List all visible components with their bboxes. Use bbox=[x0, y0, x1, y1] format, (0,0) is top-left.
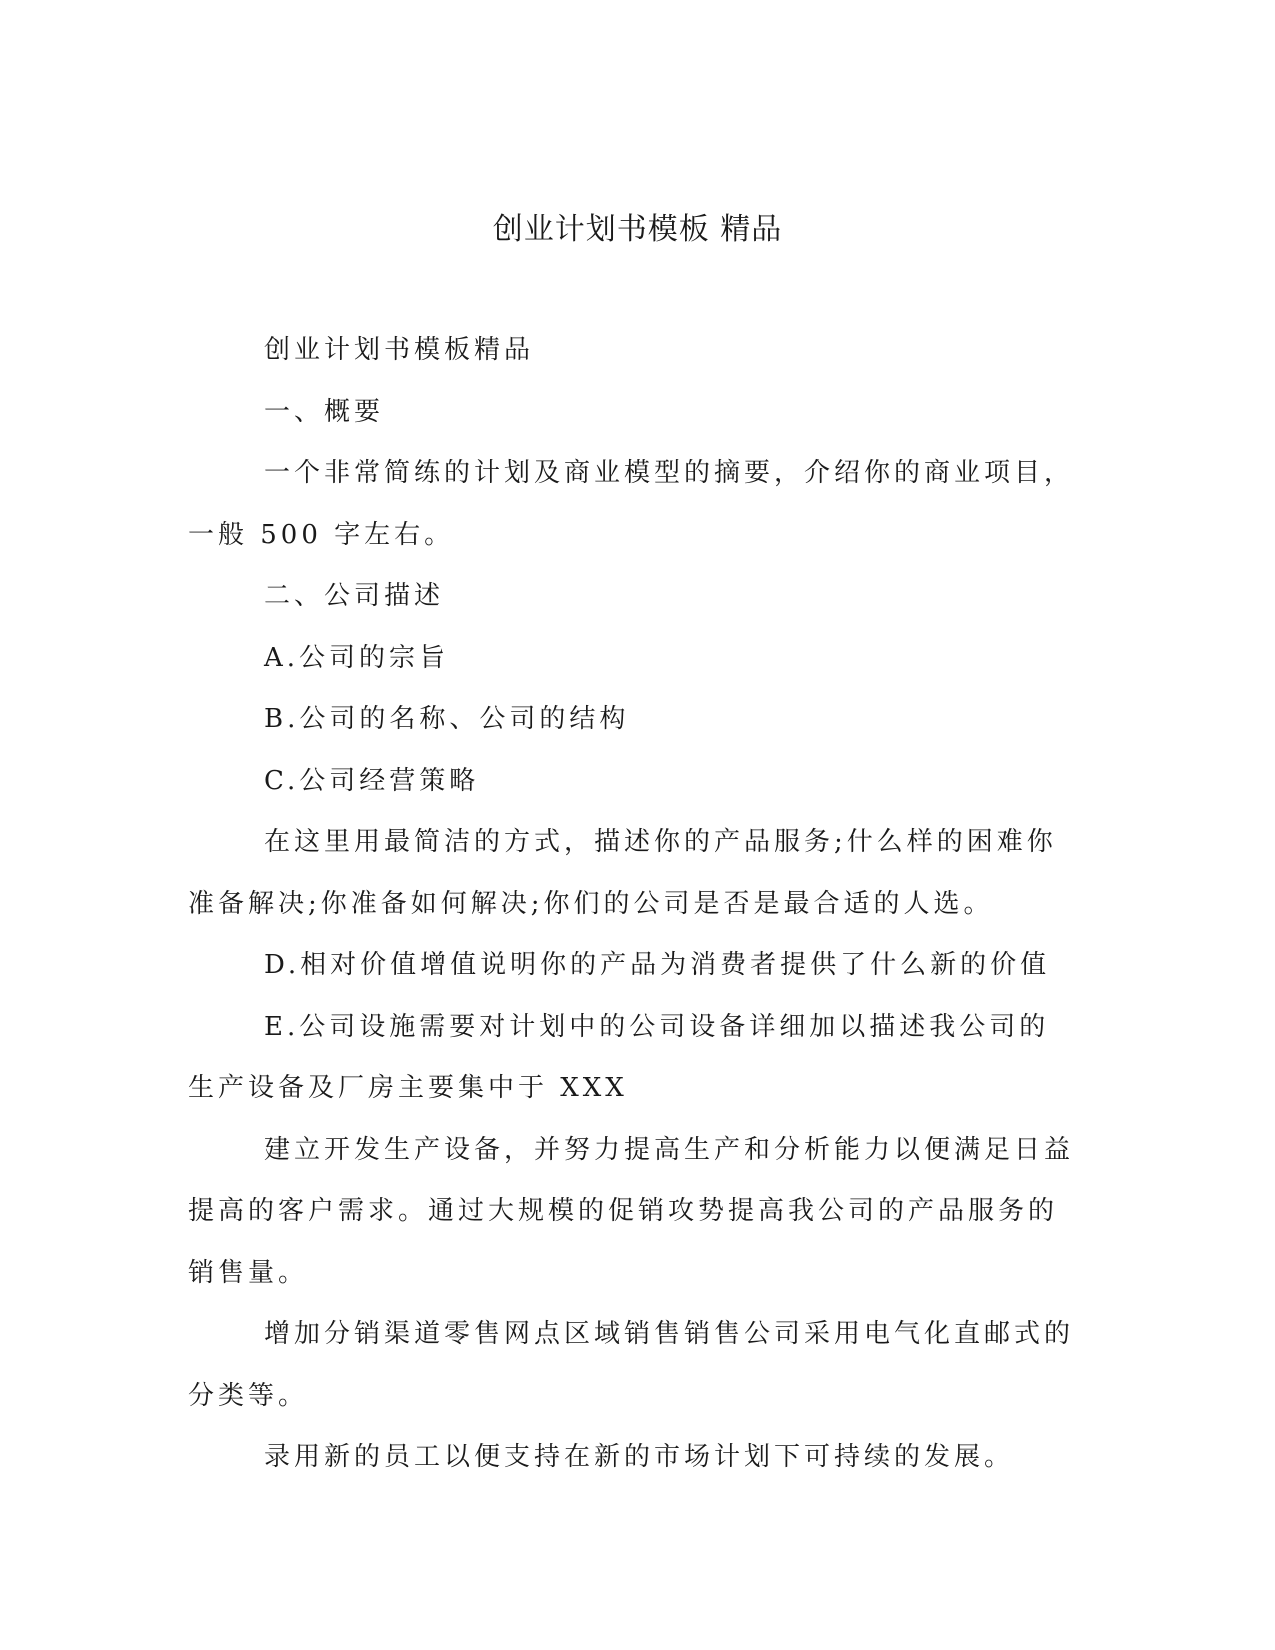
document-body bbox=[188, 320, 1078, 1489]
paragraph-hiring: 录用新的员工以便支持在新的市场计划下可持续的发展。 bbox=[264, 1442, 1015, 1472]
list-item-b: B.公司的名称、公司的结构 bbox=[264, 704, 630, 734]
paragraph-distribution: 增加分销渠道零售网点区域销售销售公司采用电气化直邮式的分类等。 bbox=[188, 1319, 1075, 1411]
list-item-e: E.公司设施需要对计划中的公司设备详细加以描述我公司的生产设备及厂房主要集中于 XXX bbox=[188, 1011, 1050, 1103]
section-heading-company: 二、公司描述 bbox=[264, 581, 445, 611]
section-heading-overview: 一、概要 bbox=[264, 396, 385, 427]
paragraph-subtitle: 创业计划书模板精品 bbox=[264, 335, 535, 365]
list-item-c: C.公司经营策略 bbox=[264, 765, 480, 796]
paragraph-strategy: 在这里用最简洁的方式，描述你的产品服务;什么样的困难你准备解决;你准备如何解决;你们的公司是否是最合适的人选。 bbox=[188, 827, 1057, 919]
list-item-a: A.公司的宗旨 bbox=[264, 642, 450, 673]
paragraph-production: 建立开发生产设备，并努力提高生产和分析能力以便满足日益提高的客户需求。通过大规模的促销攻势提高我公司的产品服务的销售量。 bbox=[188, 1134, 1075, 1288]
paragraph-overview: 一个非常简练的计划及商业模型的摘要，介绍你的商业项目，一般 500 字左右。 bbox=[188, 458, 1075, 550]
document-title: 创业计划书模板 精品 bbox=[492, 212, 783, 247]
list-item-d: D.相对价值增值说明你的产品为消费者提供了什么新的价值 bbox=[264, 950, 1051, 980]
